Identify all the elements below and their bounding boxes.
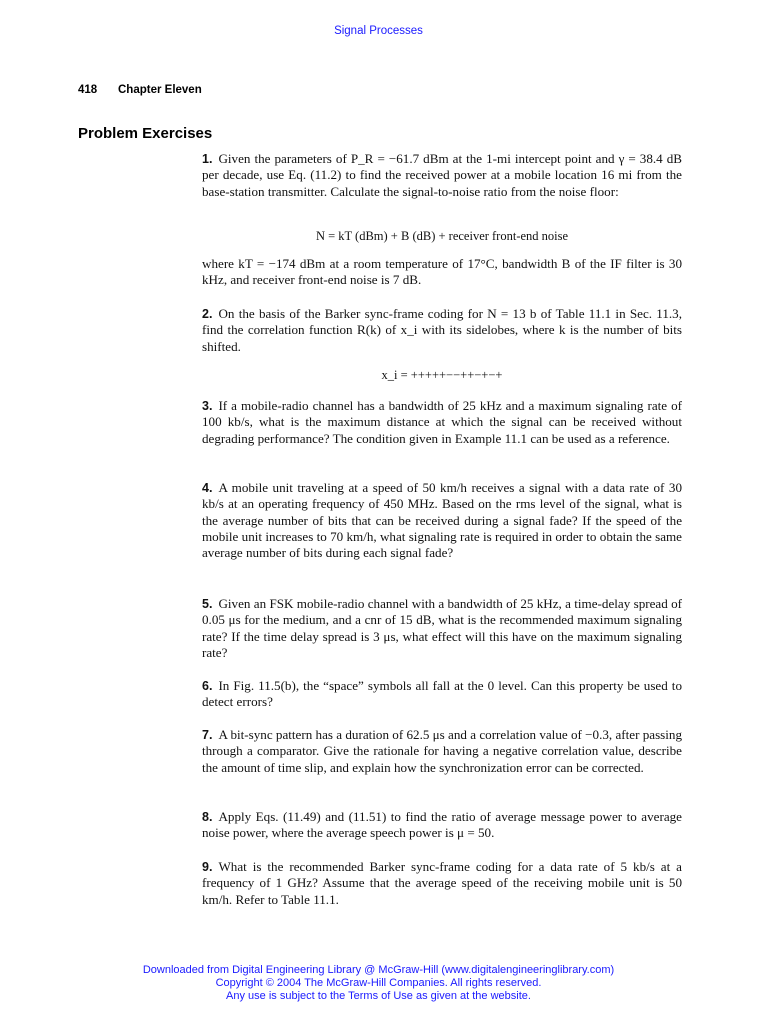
problem-text: What is the recommended Barker sync-frame coding for a data rate of 5 kb/s at a frequency of 1 GHz? Assume that the average speed of the receiving mobile unit is 50 km/h. Refer to Table 11.1.: [202, 859, 682, 907]
footer-copyright: Copyright © 2004 The McGraw-Hill Companies. All rights reserved.: [215, 977, 542, 989]
problem-number: 9.: [202, 860, 213, 874]
footer: [0, 964, 757, 1003]
problem-text: If a mobile-radio channel has a bandwidth of 25 kHz and a maximum signaling rate of 100 kb/s, what is the maximum distance at which the signal can be received without degrading performance? The condition given in Example 11.1 can be used as a reference.: [202, 398, 682, 446]
problem-8: [202, 809, 682, 842]
problem-number: 4.: [202, 481, 213, 495]
problem-number: 7.: [202, 728, 213, 742]
problem-text: Given an FSK mobile-radio channel with a bandwidth of 25 kHz, a time-delay spread of 0.05 μs for the medium, and a cnr of 15 dB, what is the recommended maximum signaling rate? If the time delay spread is 3 μs, what effect will this have on the maximum signaling rate?: [202, 596, 682, 660]
problem-text: Apply Eqs. (11.49) and (11.51) to find the ratio of average message power to average noise power, where the average speech power is μ = 50.: [202, 809, 682, 841]
problem-number: 1.: [202, 152, 213, 166]
running-head[interactable]: Signal Processes: [334, 25, 423, 37]
problem-2: [202, 306, 682, 355]
problem-number: 6.: [202, 679, 213, 693]
problem-9: [202, 859, 682, 908]
problem-text: On the basis of the Barker sync-frame coding for N = 13 b of Table 11.1 in Sec. 11.3, find the correlation function R(k) of x_i with its sidelobes, where k is the number of bits shifted.: [202, 306, 682, 354]
problem-3: [202, 398, 682, 447]
problem-1-continuation: where kT = −174 dBm at a room temperature of 17°C, bandwidth B of the IF filter is 30 kHz, and receiver front-end noise is 7 dB.: [202, 256, 682, 288]
chapter-title: Chapter Eleven: [118, 84, 202, 96]
problem-6: [202, 678, 682, 711]
footer-terms-link[interactable]: Any use is subject to the Terms of Use as given at the website.: [226, 990, 531, 1002]
problem-text: A bit-sync pattern has a duration of 62.5 μs and a correlation value of −0.3, after passing through a comparator. Give the rationale for having a negative correlation value, describe the amount of time slip, and explain how the synchronization error can be corrected.: [202, 727, 682, 775]
problem-number: 2.: [202, 307, 213, 321]
problem-text: Given the parameters of P_R = −61.7 dBm at the 1-mi intercept point and γ = 38.4 dB per decade, use Eq. (11.2) to find the received power at a mobile location 16 mi from the base-station transmitter. Calculate the signal-to-noise ratio from the noise floor:: [202, 151, 682, 199]
page-number: 418: [78, 84, 98, 96]
problem-text: In Fig. 11.5(b), the “space” symbols all fall at the 0 level. Can this property be used to detect errors?: [202, 678, 682, 710]
problem-number: 3.: [202, 399, 213, 413]
problem-7: [202, 727, 682, 776]
footer-download-link[interactable]: Downloaded from Digital Engineering Library @ McGraw-Hill (www.digitalengineeringlibrary.com): [142, 964, 615, 976]
problem-1: [202, 151, 682, 200]
problem-text: A mobile unit traveling at a speed of 50 km/h receives a signal with a data rate of 30 kb/s at an operating frequency of 450 MHz. Based on the rms level of the signal, what is the average number of bits that can be received during a signal fade? If the speed of the mobile unit increases to 70 km/h, what signaling rate is required in order to obtain the same average number of bits during each signal fade?: [202, 480, 682, 561]
problem-number: 5.: [202, 597, 213, 611]
problem-5: [202, 596, 682, 661]
problem-1-equation: N = kT (dBm) + B (dB) + receiver front-end noise: [315, 229, 569, 243]
problem-2-equation: x_i = +++++−−++−+−+: [381, 368, 503, 382]
problem-4: [202, 480, 682, 561]
section-heading: Problem Exercises: [78, 125, 213, 142]
problem-number: 8.: [202, 810, 213, 824]
